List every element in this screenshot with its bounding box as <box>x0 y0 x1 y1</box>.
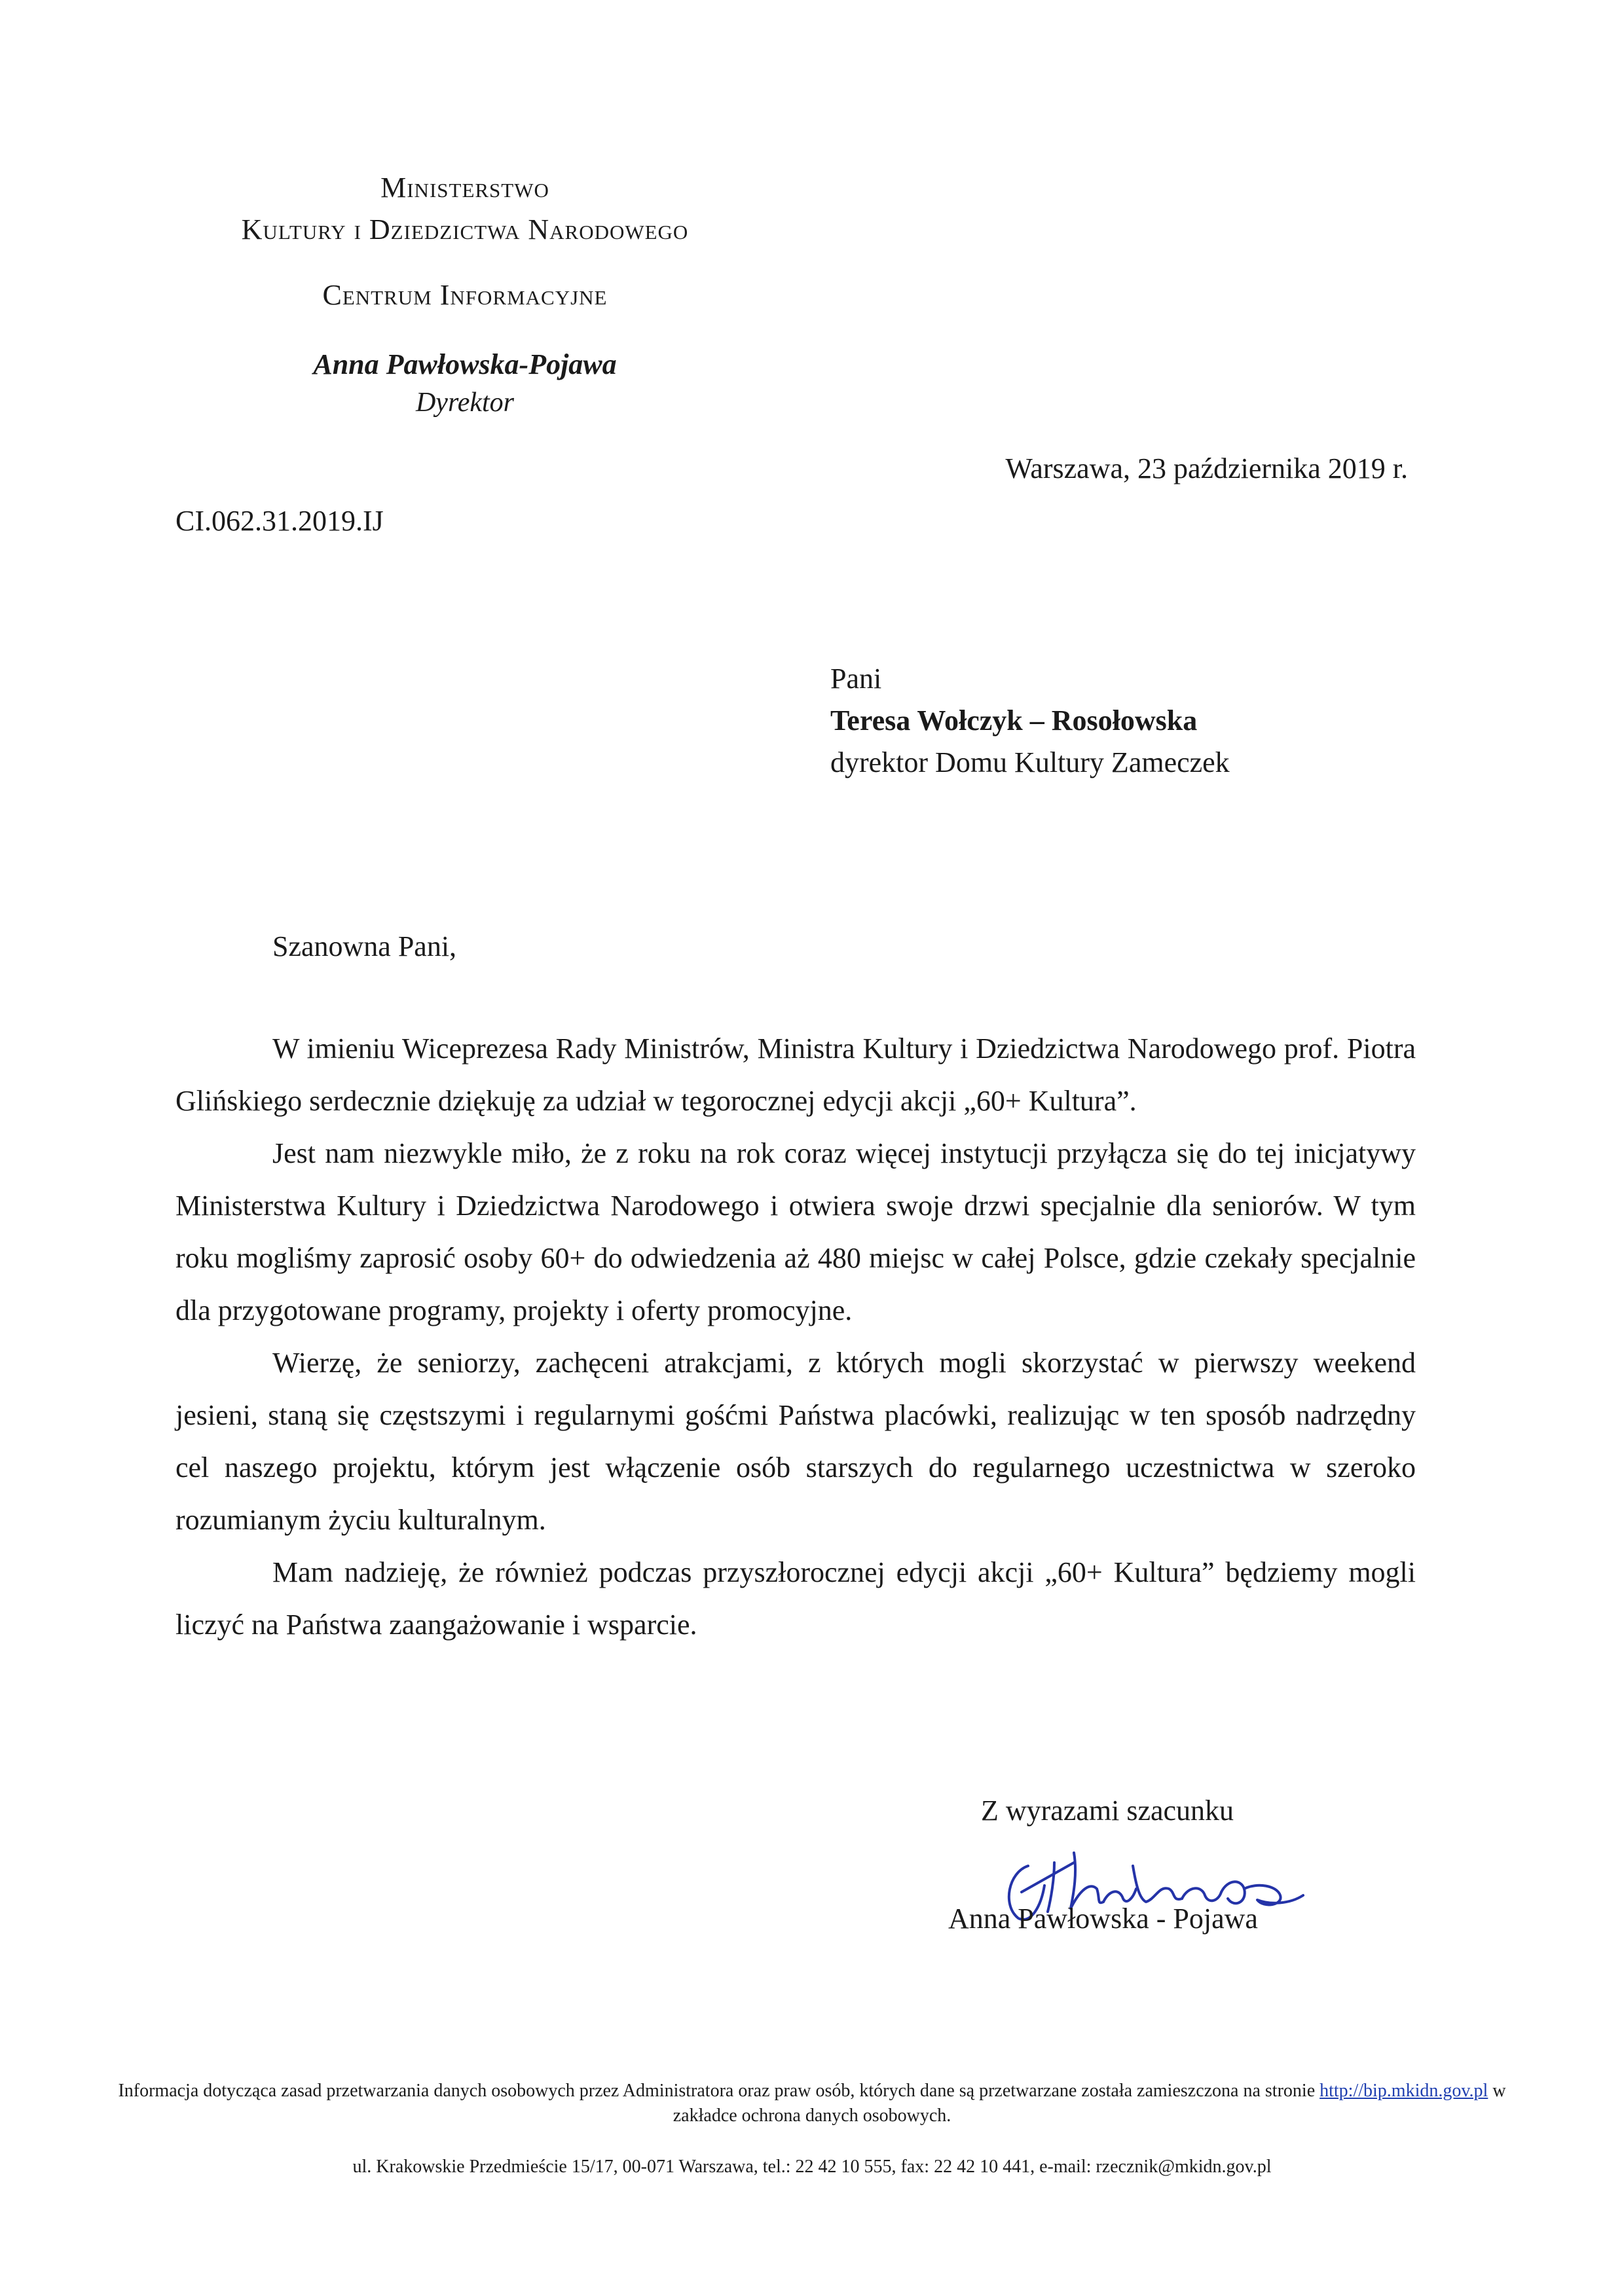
ministry-name-line1: Ministerstwo <box>380 172 549 204</box>
closing-phrase: Z wyrazami szacunku <box>981 1795 1234 1827</box>
footer <box>105 2079 1519 2179</box>
recipient-name: Teresa Wołczyk – Rosołowska <box>830 704 1198 737</box>
body-paragraph: Jest nam niezwykle miło, że z roku na rok coraz więcej instytucji przyłącza się do tej inicjatywy Ministerstwa Kultury i Dziedzictwa Narodowego i otwiera swoje drzwi specjalnie dla seniorów. W tym roku mogliśmy zaprosić osoby 60+ do odwiedzenia aż 480 miejsc w całej Polsce, gdzie czekały specjalnie dla przygotowane programy, projekty i oferty promocyjne. <box>175 1137 1416 1326</box>
ministry-address: ul. Krakowskie Przedmieście 15/17, 00-071 Warszawa, tel.: 22 42 10 555, fax: 22 42 10 441, e-mail: rzecznik@mkidn.gov.pl <box>352 2157 1272 2177</box>
privacy-notice <box>105 2079 1519 2128</box>
ministry-name-line2: Kultury i Dziedzictwa Narodowego <box>241 213 689 246</box>
greeting: Szanowna Pani, <box>272 930 457 962</box>
letter-body <box>175 1023 1416 1651</box>
department-name: Centrum Informacyjne <box>322 279 608 311</box>
recipient-salutation: Pani <box>830 663 882 695</box>
letterhead <box>170 167 760 421</box>
recipient-position: dyrektor Domu Kultury Zameczek <box>830 746 1230 778</box>
privacy-text-end: w zakładce ochrona danych osobowych. <box>673 2081 1506 2126</box>
signer-name: Anna Pawłowska - Pojawa <box>948 1903 1258 1935</box>
body-paragraph: Mam nadzieję, że również podczas przyszłorocznej edycji akcji „60+ Kultura” będziemy mogli liczyć na Państwa zaangażowanie i wsparcie. <box>175 1556 1416 1641</box>
letter-date: Warszawa, 23 października 2019 r. <box>1005 452 1408 484</box>
privacy-link[interactable]: http://bip.mkidn.gov.pl <box>1320 2081 1488 2101</box>
recipient-block <box>830 658 1230 784</box>
privacy-text: Informacja dotycząca zasad przetwarzania danych osobowych przez Administratora oraz praw osób, których dane są przetwarzane została zamieszczona na stronie <box>118 2081 1316 2101</box>
body-paragraph: W imieniu Wiceprezesa Rady Ministrów, Ministra Kultury i Dziedzictwa Narodowego prof. Piotra Glińskiego serdecznie dziękuję za udział w tegorocznej edycji akcji „60+ Kultura”. <box>175 1032 1416 1117</box>
director-title: Dyrektor <box>415 388 515 418</box>
body-paragraph: Wierzę, że seniorzy, zachęceni atrakcjami, z których mogli skorzystać w pierwszy weekend jesieni, staną się częstszymi i regularnymi gośćmi Państwa placówki, realizując w ten sposób nadrzędny cel naszego projektu, którym jest włączenie osób starszych do regularnego uczestnictwa w szeroko rozumianym życiu kulturalnym. <box>175 1347 1416 1536</box>
director-name: Anna Pawłowska-Pojawa <box>313 348 617 380</box>
reference-number: CI.062.31.2019.IJ <box>175 505 384 537</box>
